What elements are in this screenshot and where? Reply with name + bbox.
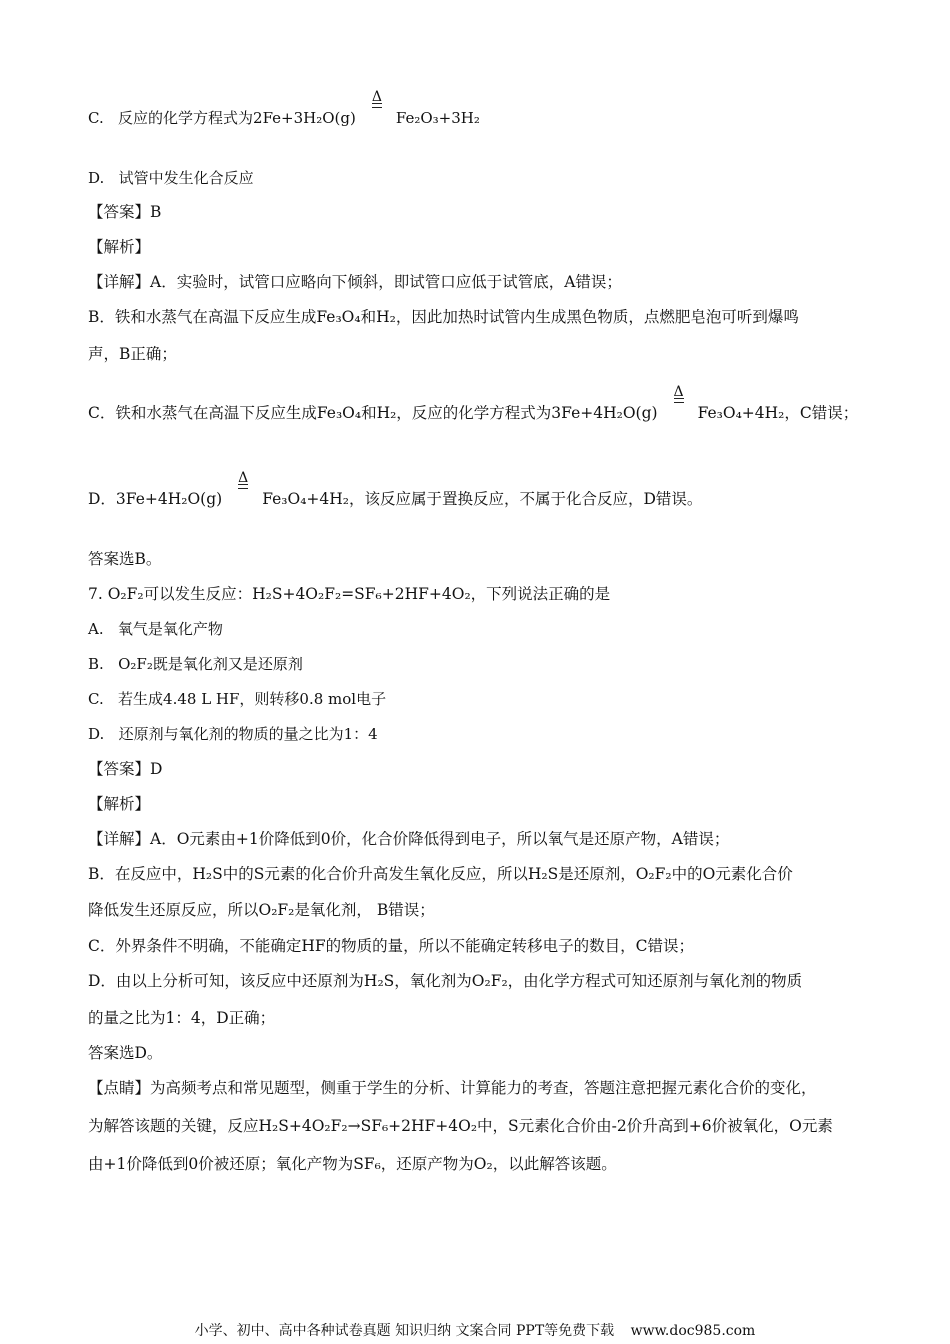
detail-text: D．3Fe+4H₂O(g) bbox=[88, 490, 223, 508]
detail-d-line bbox=[88, 470, 703, 510]
detail-tag: 【详解】 bbox=[88, 830, 151, 848]
detail-a-line bbox=[88, 272, 622, 292]
footer-text: 小学、初中、高中各种试卷真题 知识归纳 文案合同 PPT等免费下载 bbox=[194, 1323, 615, 1339]
detail-a-line bbox=[88, 829, 729, 849]
detail-c-line bbox=[88, 384, 859, 424]
conclusion: 答案选B。 bbox=[88, 550, 162, 568]
detail-b-line-2: 降低发生还原反应，所以O₂F₂是氧化剂， B错误； bbox=[88, 901, 435, 919]
detail-b-line-2: 声，B正确； bbox=[88, 345, 177, 363]
detail-text: A．实验时，试管口应略向下倾斜，即试管口应低于试管底，A错误； bbox=[150, 273, 622, 291]
detail-tag: 【详解】 bbox=[88, 273, 151, 291]
conclusion: 答案选D。 bbox=[88, 1044, 163, 1062]
heat-arrow bbox=[664, 384, 694, 424]
detail-text: Fe₃O₄+4H₂，C错误； bbox=[697, 404, 859, 422]
option-c-line bbox=[88, 689, 386, 709]
option-d-line bbox=[88, 168, 254, 188]
detail-d-line-2: 的量之比为1：4，D正确； bbox=[88, 1009, 276, 1027]
detail-b-line-1: B．在反应中，H₂S中的S元素的化合价升高发生氧化反应，所以H₂S是还原剂，O₂F₂中的O元素化合价 bbox=[88, 865, 793, 883]
delta-symbol: Δ bbox=[673, 384, 684, 400]
option-label: D. bbox=[88, 169, 105, 187]
option-a-line bbox=[88, 619, 223, 639]
detail-text: A．O元素由+1价降低到0价，化合价降低得到电子，所以氧气是还原产物，A错误； bbox=[150, 830, 730, 848]
answer-value: D bbox=[150, 760, 163, 778]
delta-symbol: Δ bbox=[238, 470, 249, 486]
footer bbox=[0, 1322, 950, 1340]
question-7-stem: 7. O₂F₂可以发生反应：H₂S+4O₂F₂=SF₆+2HF+4O₂，下列说法正确的是 bbox=[88, 585, 611, 603]
answer-line bbox=[88, 202, 161, 222]
detail-text: Fe₃O₄+4H₂，该反应属于置换反应，不属于化合反应，D错误。 bbox=[262, 490, 703, 508]
heat-arrow bbox=[362, 89, 392, 129]
option-text: 若生成4.48 L HF，则转移0.8 mol电子 bbox=[118, 690, 387, 708]
answer-tag: 【答案】 bbox=[88, 760, 151, 778]
detail-c-line: C．外界条件不明确，不能确定HF的物质的量，所以不能确定转移电子的数目，C错误； bbox=[88, 937, 694, 955]
comment-tag: 【点睛】 bbox=[88, 1079, 151, 1097]
footer-site-link[interactable]: www.doc985.com bbox=[630, 1323, 756, 1339]
option-label: C. bbox=[88, 109, 104, 127]
option-label: B. bbox=[88, 655, 104, 673]
option-text: 还原剂与氧化剂的物质的量之比为1：4 bbox=[118, 725, 378, 743]
option-label: A. bbox=[88, 620, 104, 638]
option-text: 反应的化学方程式为 bbox=[118, 109, 254, 127]
detail-b-line-1: B．铁和水蒸气在高温下反应生成Fe₃O₄和H₂，因此加热时试管内生成黑色物质，点燃肥皂泡可听到爆鸣 bbox=[88, 308, 799, 326]
comment-text: 为高频考点和常见题型，侧重于学生的分析、计算能力的考查，答题注意把握元素化合价的变化， bbox=[150, 1079, 817, 1097]
option-label: C. bbox=[88, 690, 104, 708]
equation-rhs: Fe₂O₃+3H₂ bbox=[395, 109, 480, 127]
option-text: O₂F₂既是氧化剂又是还原剂 bbox=[118, 655, 303, 673]
detail-text: C．铁和水蒸气在高温下反应生成Fe₃O₄和H₂，反应的化学方程式为3Fe+4H₂O(g) bbox=[88, 404, 658, 422]
comment-line-3: 由+1价降低到0价被还原；氧化产物为SF₆，还原产物为O₂，以此解答该题。 bbox=[88, 1155, 617, 1173]
option-d-line bbox=[88, 724, 378, 744]
answer-line bbox=[88, 759, 162, 779]
option-c-line bbox=[88, 89, 480, 129]
option-label: D. bbox=[88, 725, 105, 743]
answer-value: B bbox=[150, 203, 162, 221]
analysis-tag: 【解析】 bbox=[88, 238, 151, 256]
analysis-tag: 【解析】 bbox=[88, 795, 151, 813]
detail-d-line-1: D．由以上分析可知，该反应中还原剂为H₂S，氧化剂为O₂F₂，由化学方程式可知还原剂与氧化剂的物质 bbox=[88, 972, 803, 990]
equation-lhs: 2Fe+3H₂O(g) bbox=[253, 109, 356, 127]
option-text: 氧气是氧化产物 bbox=[117, 620, 223, 638]
comment-line-1 bbox=[88, 1078, 817, 1098]
option-text: 试管中发生化合反应 bbox=[118, 169, 254, 187]
comment-line-2: 为解答该题的关键，反应H₂S+4O₂F₂→SF₆+2HF+4O₂中，S元素化合价由-2价升高到+6价被氧化，O元素 bbox=[88, 1117, 833, 1135]
delta-symbol: Δ bbox=[371, 89, 382, 105]
answer-tag: 【答案】 bbox=[88, 203, 151, 221]
heat-arrow bbox=[228, 470, 258, 510]
option-b-line bbox=[88, 654, 303, 674]
